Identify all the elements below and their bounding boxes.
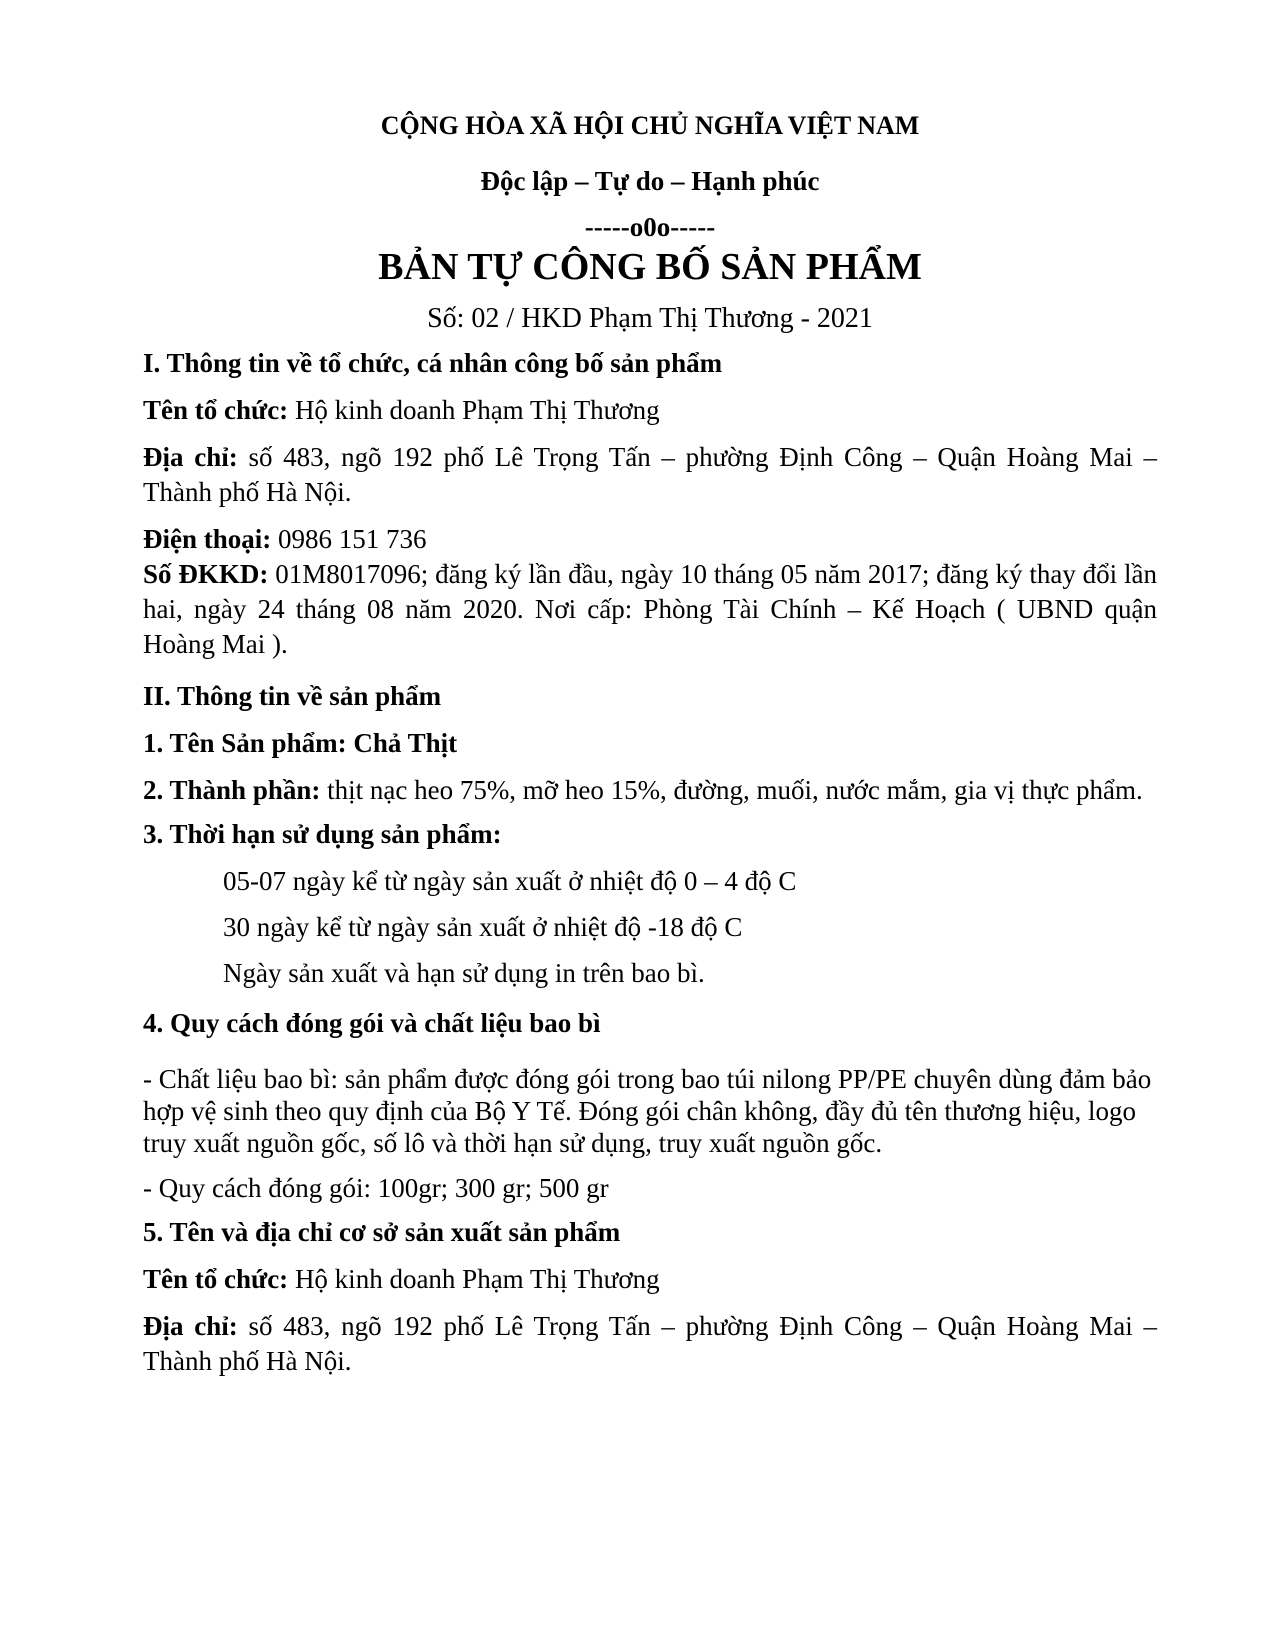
producer-address-label: Địa chỉ: xyxy=(143,1311,238,1341)
document-number: Số: 02 / HKD Phạm Thị Thương - 2021 xyxy=(427,303,873,334)
packaging-material-line: - Chất liệu bao bì: sản phẩm được đóng gói trong bao túi nilong PP/PE chuyên dùng đảm bảo hợp vệ sinh theo quy định của Bộ Y Tế. Đóng gói chân không, đầy đủ tên thương hiệu, logo truy xuất nguồn gốc, số lô và thời hạn sử dụng, truy xuất nguồn gốc. xyxy=(143,1064,1152,1158)
producer-org-line xyxy=(143,1262,1157,1297)
business-license-line xyxy=(143,557,1157,662)
producer-heading: 5. Tên và địa chỉ cơ sở sản xuất sản phẩm xyxy=(143,1217,621,1247)
producer-address-value: số 483, ngõ 192 phố Lê Trọng Tấn – phường Định Công – Quận Hoàng Mai – Thành phố Hà Nội. xyxy=(143,1311,1158,1376)
packaging-spec-line: - Quy cách đóng gói: 100gr; 300 gr; 500 gr xyxy=(143,1173,609,1203)
ooo-separator: -----o0o----- xyxy=(584,212,716,242)
ingredients-line xyxy=(143,773,1157,808)
address-value: số 483, ngõ 192 phố Lê Trọng Tấn – phường Định Công – Quận Hoàng Mai – Thành phố Hà Nội. xyxy=(143,442,1158,507)
ingredients-label: 2. Thành phần: xyxy=(143,775,321,805)
phone-line xyxy=(143,522,1157,557)
packaging-heading: 4. Quy cách đóng gói và chất liệu bao bì xyxy=(143,1008,601,1038)
phone-label: Điện thoại: xyxy=(143,524,272,554)
shelf-life-line-2: 30 ngày kể từ ngày sản xuất ở nhiệt độ -18 độ C xyxy=(223,912,743,942)
document-title: BẢN TỰ CÔNG BỐ SẢN PHẨM xyxy=(378,246,922,288)
shelf-life-heading: 3. Thời hạn sử dụng sản phẩm: xyxy=(143,819,502,849)
address-line xyxy=(143,440,1157,510)
independence-motto: Độc lập – Tự do – Hạnh phúc xyxy=(480,166,820,196)
address-label: Địa chỉ: xyxy=(143,442,238,472)
org-name-value: Hộ kinh doanh Phạm Thị Thương xyxy=(294,395,660,425)
phone-value: 0986 151 736 xyxy=(278,524,427,554)
org-name-label: Tên tổ chức: xyxy=(143,395,289,425)
section-2-heading: II. Thông tin về sản phẩm xyxy=(143,681,442,711)
license-value: 01M8017096; đăng ký lần đầu, ngày 10 tháng 05 năm 2017; đăng ký thay đổi lần hai, ngày 24 tháng 08 năm 2020. Nơi cấp: Phòng Tài Chính – Kế Hoạch ( UBND quận Hoàng Mai ). xyxy=(143,559,1158,659)
producer-org-label: Tên tổ chức: xyxy=(143,1264,289,1294)
org-name-line xyxy=(143,393,1157,428)
product-name-line: 1. Tên Sản phẩm: Chả Thịt xyxy=(143,728,458,758)
national-title: CỘNG HÒA XÃ HỘI CHỦ NGHĨA VIỆT NAM xyxy=(380,111,920,140)
producer-org-value: Hộ kinh doanh Phạm Thị Thương xyxy=(294,1264,660,1294)
section-1-heading: I. Thông tin về tổ chức, cá nhân công bố sản phẩm xyxy=(143,348,723,378)
license-label: Số ĐKKD: xyxy=(143,559,269,589)
producer-address-line xyxy=(143,1309,1157,1379)
shelf-life-line-1: 05-07 ngày kể từ ngày sản xuất ở nhiệt độ 0 – 4 độ C xyxy=(223,866,797,896)
shelf-life-line-3: Ngày sản xuất và hạn sử dụng in trên bao bì. xyxy=(223,958,705,988)
ingredients-value: thịt nạc heo 75%, mỡ heo 15%, đường, muối, nước mắm, gia vị thực phẩm. xyxy=(327,775,1143,805)
